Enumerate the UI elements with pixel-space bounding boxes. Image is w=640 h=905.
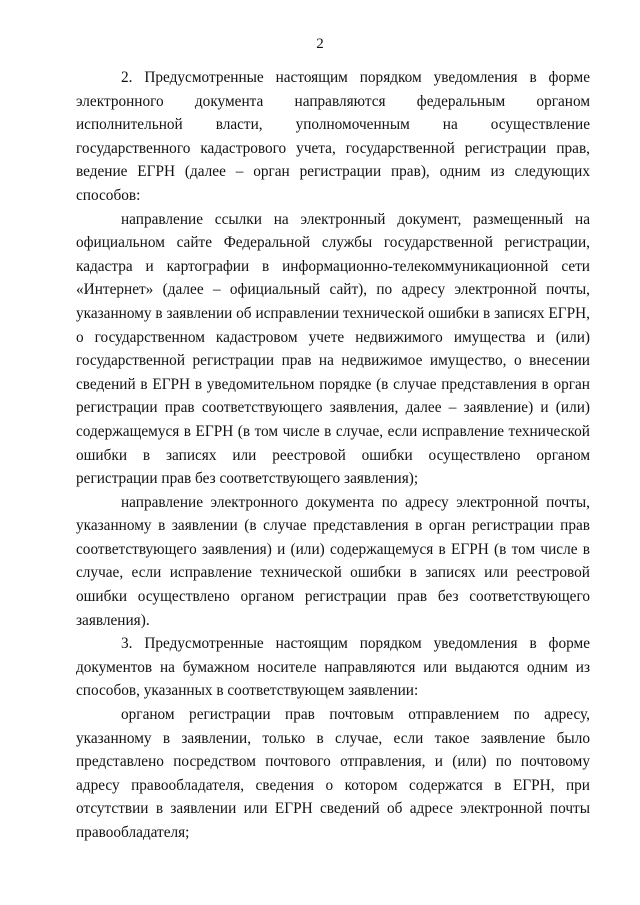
page-number: 2 bbox=[316, 36, 324, 52]
paragraph-email-delivery: направление электронного документа по адресу электронной почты, указанному в заявлении (в случае представления в орган регистрации прав соответствующего заявления) и (или) содержащемуся в ЕГРН (в том числе в случае, если исправление технической ошибки в записях или реестровой ошибки осуществлено органом регистрации прав без соответствующего заявления). bbox=[76, 493, 590, 629]
paragraph-postal-delivery: органом регистрации прав почтовым отправлением по адресу, указанному в заявлении, только в случае, если такое заявление было представлено посредством почтового отправления, и (или) по почтовому адресу правообладателя, сведения о котором содержатся в ЕГРН, при отсутствии в заявлении или ЕГРН сведений об адресе электронной почты правообладателя; bbox=[76, 706, 590, 841]
paragraph-clause-3: 3. Предусмотренные настоящим порядком уведомления в форме документов на бумажном носителе направляются или выдаются одним из способов, указанных в соответствующем заявлении: bbox=[76, 635, 590, 700]
document-body bbox=[76, 66, 590, 845]
paragraph-clause-2: 2. Предусмотренные настоящим порядком уведомления в форме электронного документа направляются федеральным органом исполнительной власти, уполномоченным на осуществление государственного кадастрового учета, государственной регистрации прав, ведение ЕГРН (далее – орган регистрации прав), одним из следующих способов: bbox=[76, 69, 590, 204]
paragraph-link-delivery: направление ссылки на электронный документ, размещенный на официальном сайте Федеральной службы государственной регистрации, кадастра и картографии в информационно-телекоммуникационной сети «Интернет» (далее – официальный сайт), по адресу электронной почты, указанному в заявлении об исправлении технической ошибки в записях ЕГРН, о государственном кадастровом учете недвижимого имущества и (или) государственной регистрации прав на недвижимое имущество, о внесении сведений в ЕГРН в уведомительном порядке (в случае представления в орган регистрации прав соответствующего заявления, далее – заявление) и (или) содержащемуся в ЕГРН (в том числе в случае, если исправление технической ошибки в записях или реестровой ошибки осуществлено органом регистрации прав без соответствующего заявления); bbox=[76, 210, 590, 488]
